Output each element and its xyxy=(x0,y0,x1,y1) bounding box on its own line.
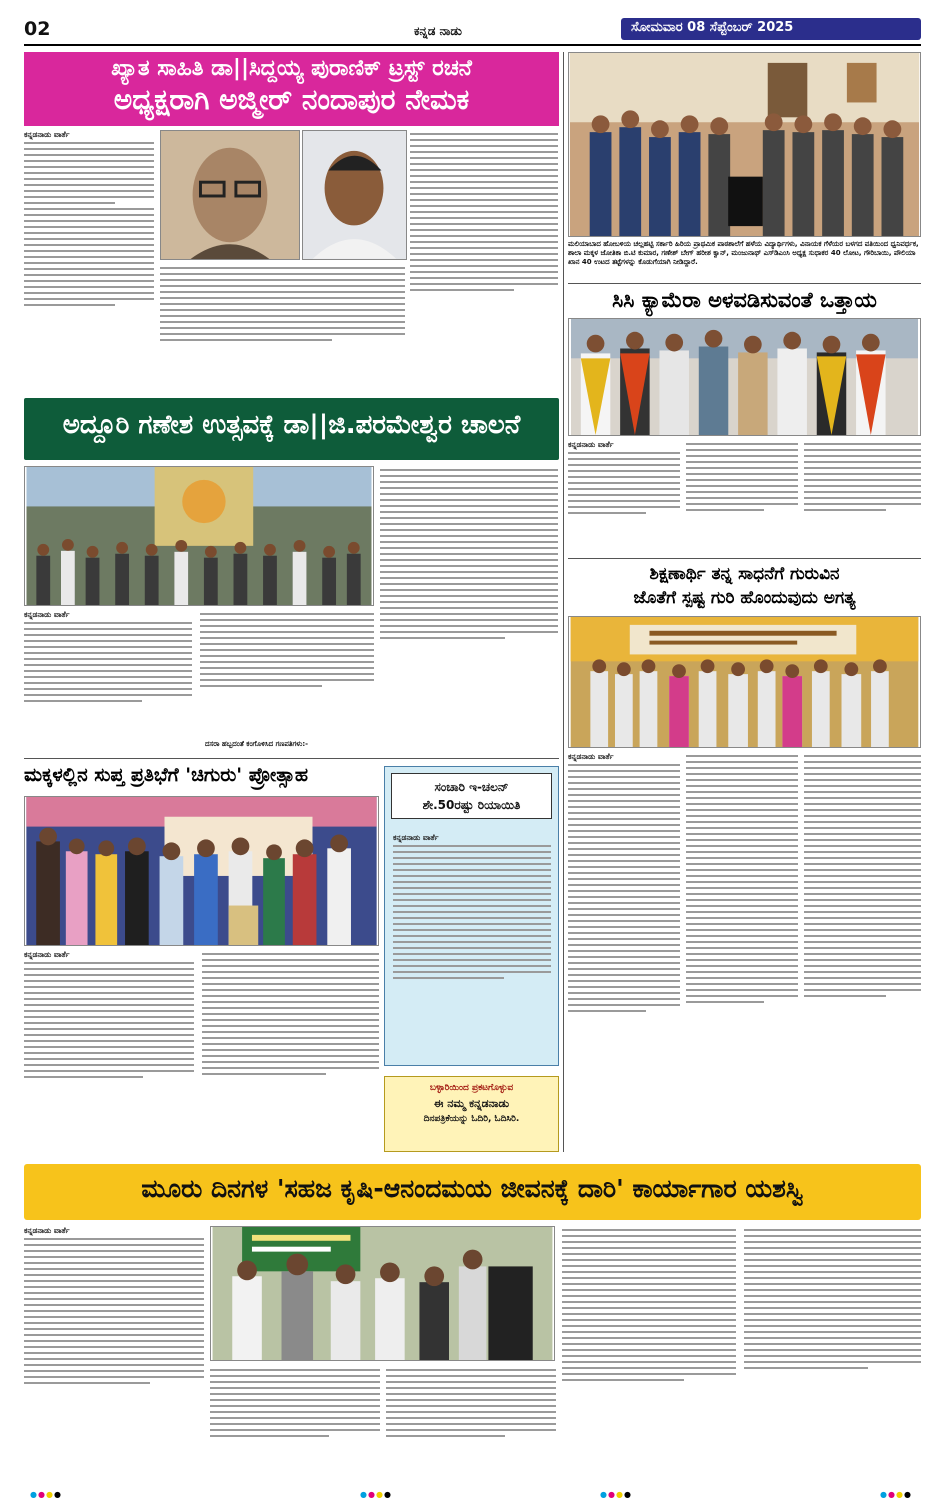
teacher-headline-line1: ಶಿಕ್ಷಣಾರ್ಥಿ ತನ್ನ ಸಾಧನೆಗೆ ಗುರುವಿನ xyxy=(649,564,840,584)
krishi-headline-banner: ಮೂರು ದಿನಗಳ 'ಸಹಜ ಕೃಷಿ-ಆನಂದಮಯ ಜೀವನಕ್ಕೆ ದಾರಿ' ಕಾರ್ಯಾಗಾರ ಯಶಸ್ವಿ xyxy=(24,1164,921,1220)
promo-box xyxy=(384,1076,559,1152)
ganesha-story-col3 xyxy=(380,466,558,750)
krishi-story-col1 xyxy=(24,1226,204,1482)
trust-story-col1 xyxy=(24,130,154,392)
registration-marks-left: ●●●● xyxy=(30,1490,62,1499)
cctv-photo xyxy=(568,318,921,436)
page-number: 02 xyxy=(24,18,51,40)
echallan-box xyxy=(384,766,559,1066)
portrait-photo-1 xyxy=(160,130,300,260)
school-donation-photo xyxy=(568,52,921,237)
masthead-rule xyxy=(24,44,921,46)
trust-story-col2 xyxy=(160,264,405,392)
ganesha-procession-photo xyxy=(24,466,374,606)
cctv-byline: ಕನ್ನಡನಾಡು ವಾರ್ತೆ xyxy=(568,440,614,449)
teacher-headline-line2: ಜೊತೆಗೆ ಸ್ಪಷ್ಟ ಗುರಿ ಹೊಂದುವುದು ಅಗತ್ಯ xyxy=(633,588,856,608)
cctv-story-col1 xyxy=(568,440,680,555)
krishi-workshop-photo xyxy=(210,1226,555,1361)
echallan-byline: ಕನ್ನಡನಾಡು ವಾರ್ತೆ xyxy=(393,833,439,842)
paper-name: ಕನ್ನಡ ನಾಡು xyxy=(414,24,462,38)
trust-headline-banner xyxy=(24,52,559,126)
teacher-byline: ಕನ್ನಡನಾಡು ವಾರ್ತೆ xyxy=(568,752,614,761)
krishi-story-col5 xyxy=(744,1226,921,1482)
chiguru-story-col1 xyxy=(24,950,194,1152)
cctv-story-col3 xyxy=(804,440,921,555)
ganesha-story-col2 xyxy=(200,610,374,738)
trust-byline: ಕನ್ನಡನಾಡು ವಾರ್ತೆ xyxy=(24,130,70,139)
teacher-story-col1 xyxy=(568,752,680,1152)
column-divider xyxy=(563,52,564,1152)
krishi-story-col4 xyxy=(562,1226,736,1482)
teacher-headline xyxy=(568,562,921,610)
echallan-headline xyxy=(391,773,552,819)
portrait-photo-2 xyxy=(302,130,407,260)
trust-headline-line2: ಅಧ್ಯಕ್ಷರಾಗಿ ಅಜ್ಮೀರ್ ನಂದಾಪುರ ನೇಮಕ xyxy=(113,83,470,116)
trust-headline-line1: ಖ್ಯಾತ ಸಾಹಿತಿ ಡಾ||ಸಿದ್ದಯ್ಯ ಪುರಾಣಿಕ್ ಟ್ರಸ್ಟ್ ರಚನೆ xyxy=(111,56,472,81)
school-donation-caption: ಮಲಿಯಾಬಾದ ಹೋಬಳಿಯ ಚಲ್ಲಹಟ್ಟಿ ಸರ್ಕಾರಿ ಹಿರಿಯ ಪ್ರಾಥಮಿಕ ಪಾಠಶಾಲೆಗೆ ಹಳೆಯ ವಿದ್ಯಾರ್ಥಿಗಳು, ವಿನಾಯಕ ಗೆಳೆಯರ ಬಳಗದ ವತಿಯಿಂದ ಧ್ವನಿವರ್ಧಕ, ಶಾಲಾ ಮಕ್ಕಳ ಜೋತಿಕಾ ಬಿ.ಟಿ ಕುಮಾರ, ಗಣೇಶ್ ಬೇಗ್ ಹರೀಶ ಕ್ವಾನ್, ಮಂಜುನಾಥ್ ಎಸ್‌ಡಿಎಂಸಿ ಅಧ್ಯಕ್ಷ ಸುಧಾಕರ 40 ಲೋಟ, ಗೌರಿಬಾಯಿ, ಪೌಲಿಯಾ ಖಾನ 40 ಉಟದ ತಟ್ಟೆಗಳನ್ನು ಕೊಡುಗೆಯಾಗಿ ನೀಡಿದ್ದಾರೆ. xyxy=(568,240,919,266)
krishi-story-col3 xyxy=(386,1366,556,1482)
ganesha-story-col1 xyxy=(24,610,192,750)
chiguru-story-col2 xyxy=(202,950,379,1152)
promo-line3: ದಿನಪತ್ರಿಕೆಯನ್ನು ಓದಿರಿ, ಓದಿಸಿರಿ. xyxy=(423,1114,520,1124)
krishi-byline: ಕನ್ನಡನಾಡು ವಾರ್ತೆ xyxy=(24,1226,70,1235)
echallan-story-text xyxy=(393,833,551,1059)
promo-line1: ಬಳ್ಳಾರಿಯಿಂದ ಪ್ರಕಟಗೊಳ್ಳುವ xyxy=(429,1083,514,1093)
trust-story-col3 xyxy=(410,130,558,392)
masthead xyxy=(24,18,921,44)
krishi-story-col2 xyxy=(210,1366,380,1482)
chiguru-headline: ಮಕ್ಕಳಲ್ಲಿನ ಸುಪ್ತ ಪ್ರತಿಭೆಗೆ 'ಚಿಗುರು' ಪ್ರೋತ್ಸಾಹ xyxy=(24,764,309,786)
cctv-story-col2 xyxy=(686,440,798,555)
teacher-story-col3 xyxy=(804,752,921,1152)
echallan-headline-line2: ಶೇ.50ರಷ್ಟು ರಿಯಾಯಿತಿ xyxy=(422,798,521,812)
registration-marks-mid: ●●●● xyxy=(600,1490,632,1499)
teacher-event-photo xyxy=(568,616,921,748)
registration-marks-center: ●●●● xyxy=(360,1490,392,1499)
chiguru-event-photo xyxy=(24,796,379,946)
chiguru-top-rule xyxy=(24,758,559,759)
date-box: ಸೋಮವಾರ 08 ಸೆಪ್ಟೆಂಬರ್ 2025 xyxy=(621,18,921,40)
promo-line2: ಈ ನಮ್ಮ ಕನ್ನಡನಾಡು xyxy=(433,1097,510,1110)
chiguru-byline: ಕನ್ನಡನಾಡು ವಾರ್ತೆ xyxy=(24,950,70,959)
cctv-headline: ಸಿಸಿ ಕ್ಯಾಮೆರಾ ಅಳವಡಿಸುವಂತೆ ಒತ್ತಾಯ xyxy=(612,288,877,312)
ganesha-photo-credit: ದಸರಾ ಹಬ್ಬದಂತೆ ಕಂಗೊಳಿಸಿದ ಗಣಪತಿಗಳು:- xyxy=(205,740,309,748)
registration-marks-right: ●●●● xyxy=(880,1490,912,1499)
teacher-top-rule xyxy=(568,558,921,559)
ganesha-byline: ಕನ್ನಡನಾಡು ವಾರ್ತೆ xyxy=(24,610,70,619)
teacher-story-col2 xyxy=(686,752,798,1152)
ganesha-headline-banner: ಅದ್ದೂರಿ ಗಣೇಶ ಉತ್ಸವಕ್ಕೆ ಡಾ||ಜಿ.ಪರಮೇಶ್ವರ ಚಾಲನೆ xyxy=(24,398,559,460)
cctv-top-rule xyxy=(568,283,921,284)
echallan-headline-line1: ಸಂಚಾರಿ ಇ-ಚಲನ್ xyxy=(434,780,509,794)
